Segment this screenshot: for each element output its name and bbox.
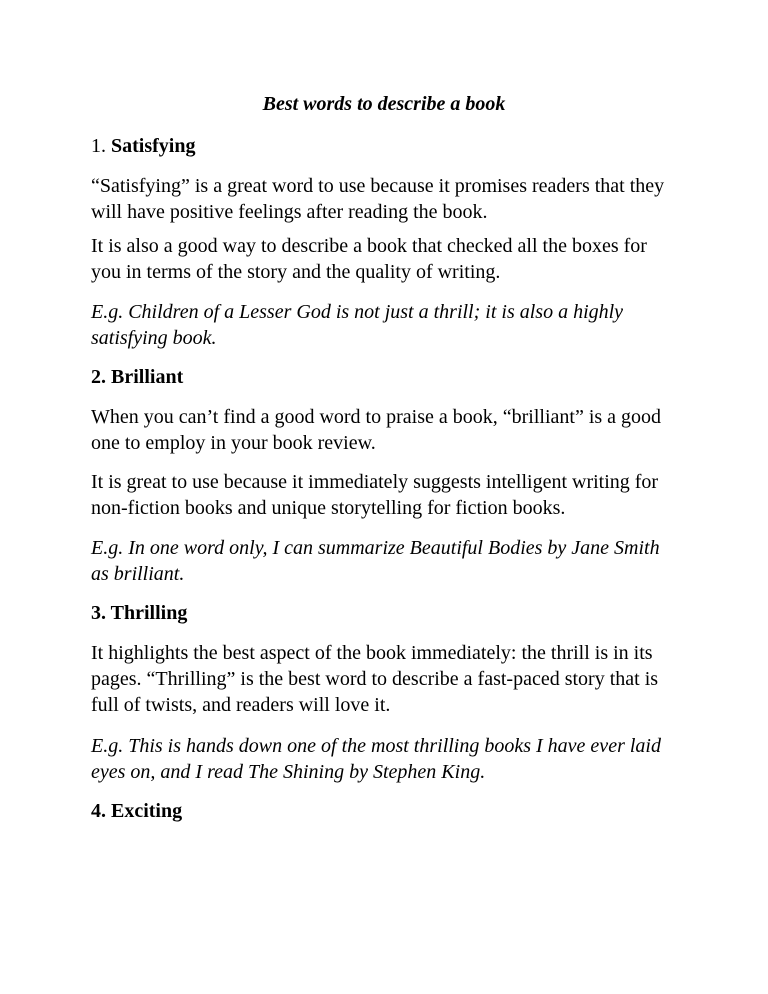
paragraph: It is also a good way to describe a book that checked all the boxes for you in terms of the story and the quality of writing. [91, 235, 647, 283]
section-word: Brilliant [111, 366, 184, 388]
example-text: E.g. This is hands down one of the most thrilling books I have ever laid eyes on, and I read The Shining by Stephen King. [91, 735, 661, 783]
section-number: 4. [91, 800, 106, 822]
section-word: Satisfying [111, 135, 196, 157]
section-word: Exciting [111, 800, 183, 822]
section-heading-3 [91, 600, 681, 626]
section-heading-4 [91, 798, 681, 824]
document-title: Best words to describe a book [262, 93, 506, 115]
section-number: 2. [91, 366, 106, 388]
paragraph: It highlights the best aspect of the book immediately: the thrill is in its pages. “Thrilling” is the best word to describe a fast-paced story that is full of twists, and readers will love it. [91, 642, 659, 716]
paragraph: “Satisfying” is a great word to use because it promises readers that they will have positive feelings after reading the book. [91, 175, 665, 223]
paragraph: When you can’t find a good word to praise a book, “brilliant” is a good one to employ in your book review. [91, 406, 662, 454]
section-word: Thrilling [110, 602, 188, 624]
section-heading-1 [91, 133, 681, 159]
section-heading-2 [91, 364, 681, 390]
example-text: E.g. Children of a Lesser God is not just a thrill; it is also a highly satisfying book. [91, 301, 624, 349]
section-number: 1. [91, 135, 106, 157]
example-text: E.g. In one word only, I can summarize Beautiful Bodies by Jane Smith as brilliant. [91, 537, 660, 585]
section-number: 3. [91, 602, 106, 624]
paragraph: It is great to use because it immediately suggests intelligent writing for non-fiction books and unique storytelling for fiction books. [91, 471, 659, 519]
